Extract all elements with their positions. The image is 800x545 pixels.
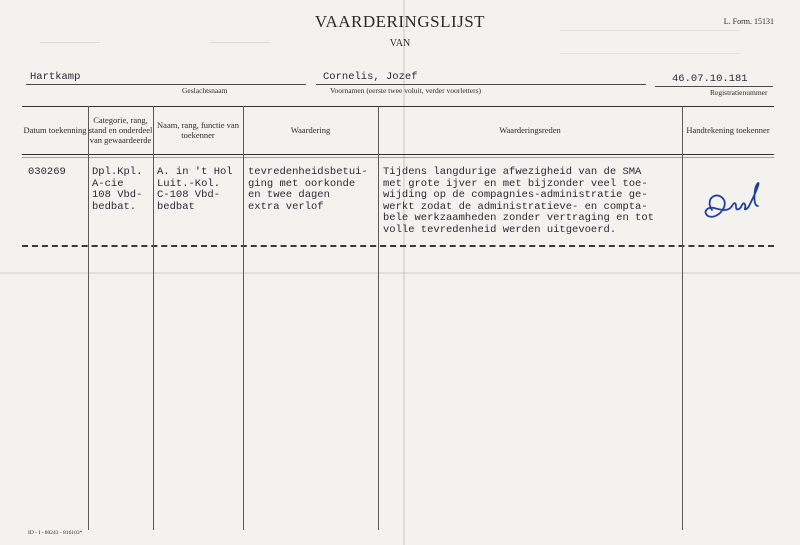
document-subtitle: VAN xyxy=(389,38,411,49)
column-divider xyxy=(682,106,683,530)
registration-number-value: 46.07.10.181 xyxy=(672,73,748,85)
signature-icon xyxy=(698,176,768,232)
given-names-rule xyxy=(316,84,646,85)
surname-label: Geslachtsnaam xyxy=(182,86,228,95)
cell-date: 030269 xyxy=(28,166,66,178)
fold-line-horizontal xyxy=(0,272,800,274)
footer-code: ID - I - 80243 - 816103* xyxy=(28,530,83,536)
surname-value: Hartkamp xyxy=(30,71,81,83)
cell-reason: Tijdens langdurige afwezigheid van de SMA met grote ijver en met bijzonder veel toe- wijding op de compagnies-administratie ge- werkt zodat de administratieve- en compta- bele werkzaamheden zonder vertraging en tot volle tevredenheid werden uitgevoerd. xyxy=(383,166,654,236)
registration-rule xyxy=(655,86,773,87)
header-signature: Handtekening toekenner xyxy=(686,125,770,135)
header-date: Datum toekenning xyxy=(23,125,87,135)
registration-label: Registratienummer xyxy=(710,88,768,97)
cell-appreciation: tevredenheidsbetui- ging met oorkonde en twee dagen extra verlof xyxy=(248,166,368,213)
column-divider xyxy=(243,106,244,530)
row-separator xyxy=(22,245,774,247)
header-reason: Waarderingsreden xyxy=(499,125,561,135)
table-header-rule xyxy=(22,154,774,155)
given-names-value: Cornelis, Jozef xyxy=(323,71,418,83)
header-category: Categorie, rang, stand en onderdeel van gewaardeerde xyxy=(88,115,153,145)
column-divider xyxy=(88,106,89,530)
column-divider xyxy=(153,106,154,530)
form-number: L. Form. 15131 xyxy=(723,17,774,26)
header-appreciation: Waardering xyxy=(290,125,331,135)
cell-category: Dpl.Kpl. A-cie 108 Vbd- bedbat. xyxy=(92,166,143,213)
given-names-label: Voornamen (eerste twee voluit, verder voorletters) xyxy=(330,86,482,95)
surname-rule xyxy=(26,84,306,85)
cell-awarder: A. in 't Hol Luit.-Kol. C-108 Vbd- bedbat xyxy=(157,166,233,213)
table-header-rule-2 xyxy=(22,157,774,158)
document-title: VAARDERINGSLIJST xyxy=(314,12,486,31)
header-awarder: Naam, rang, functie van toekenner xyxy=(157,120,239,140)
column-divider xyxy=(378,106,379,530)
